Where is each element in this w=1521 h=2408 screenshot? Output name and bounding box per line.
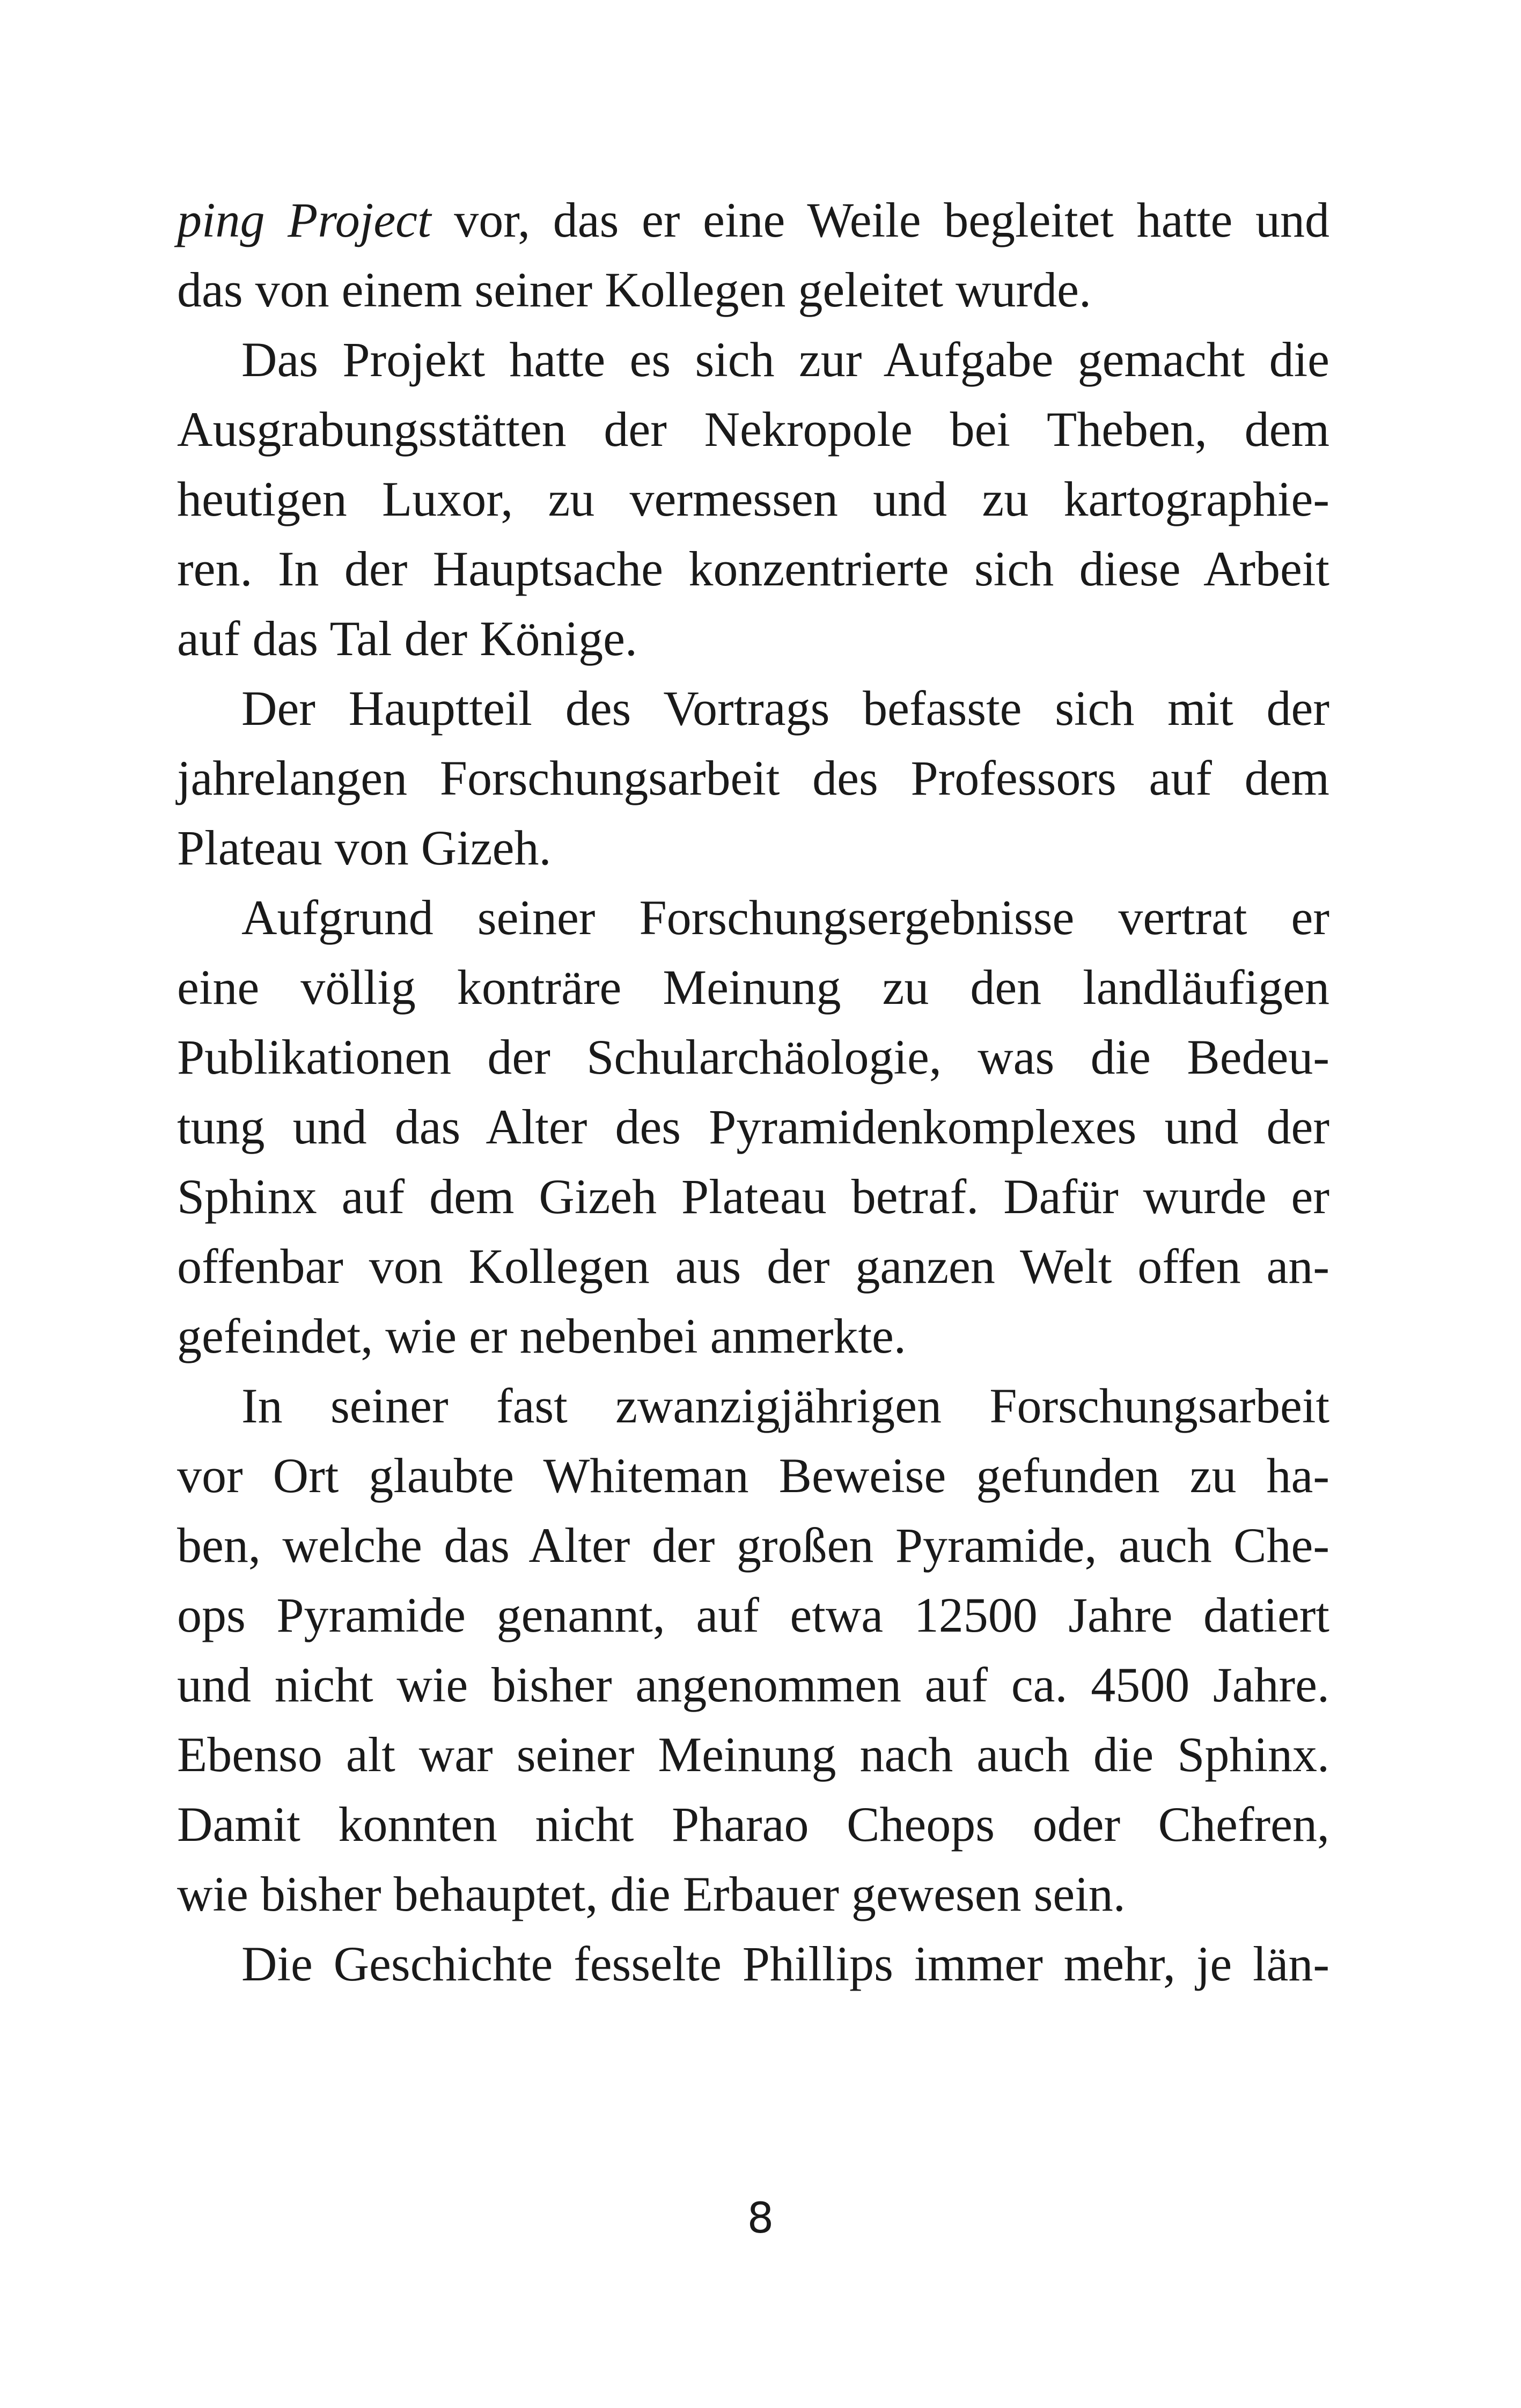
text-line: heutigen Luxor, zu vermessen und zu kartographie- bbox=[177, 472, 1329, 526]
text-line: Plateau von Gizeh. bbox=[177, 820, 552, 875]
text-line: ren. In der Hauptsache konzentrierte sich diese Arbeit bbox=[177, 541, 1329, 596]
italic-title-fragment: ping Project bbox=[177, 193, 431, 247]
text-line: Aufgrund seiner Forschungsergebnisse vertrat er bbox=[241, 890, 1329, 945]
text-line: wie bisher behauptet, die Erbauer gewesen sein. bbox=[177, 1867, 1126, 1921]
text-line: vor Ort glaubte Whiteman Beweise gefunden zu ha- bbox=[177, 1448, 1329, 1503]
text-line: ben, welche das Alter der großen Pyramide, auch Che- bbox=[177, 1518, 1329, 1573]
text-line: Ebenso alt war seiner Meinung nach auch die Sphinx. bbox=[177, 1727, 1329, 1782]
text-line-content: vor, das er eine Weile begleitet hatte und bbox=[431, 193, 1329, 247]
text-line: und nicht wie bisher angenommen auf ca. 4500 Jahre. bbox=[177, 1657, 1329, 1712]
text-line: Das Projekt hatte es sich zur Aufgabe gemacht die bbox=[241, 332, 1329, 387]
text-line: gefeindet, wie er nebenbei anmerkte. bbox=[177, 1309, 906, 1363]
text-line: jahrelangen Forschungsarbeit des Professors auf dem bbox=[177, 751, 1329, 805]
text-line: In seiner fast zwanzigjährigen Forschungsarbeit bbox=[241, 1378, 1329, 1433]
text-line: auf das Tal der Könige. bbox=[177, 611, 637, 666]
text-line bbox=[177, 185, 1329, 255]
text-line: Sphinx auf dem Gizeh Plateau betraf. Dafür wurde er bbox=[177, 1169, 1329, 1224]
text-line: offenbar von Kollegen aus der ganzen Welt offen an- bbox=[177, 1239, 1329, 1294]
text-line: eine völlig konträre Meinung zu den landläufigen bbox=[177, 960, 1329, 1015]
text-line: das von einem seiner Kollegen geleitet wurde. bbox=[177, 262, 1091, 317]
text-line: Damit konnten nicht Pharao Cheops oder Chefren, bbox=[177, 1797, 1329, 1852]
page-number: 8 bbox=[747, 2194, 774, 2243]
text-line: Publikationen der Schularchäologie, was die Bedeu- bbox=[177, 1030, 1329, 1084]
text-line: Ausgrabungsstätten der Nekropole bei Theben, dem bbox=[177, 402, 1329, 457]
text-line: ops Pyramide genannt, auf etwa 12500 Jahre datiert bbox=[177, 1588, 1329, 1642]
text-line: Der Hauptteil des Vortrags befasste sich mit der bbox=[241, 681, 1329, 736]
text-line: tung und das Alter des Pyramidenkomplexes und der bbox=[177, 1099, 1329, 1154]
text-line: Die Geschichte fesselte Phillips immer mehr, je län- bbox=[241, 1936, 1329, 1991]
body-text bbox=[177, 185, 1329, 1999]
